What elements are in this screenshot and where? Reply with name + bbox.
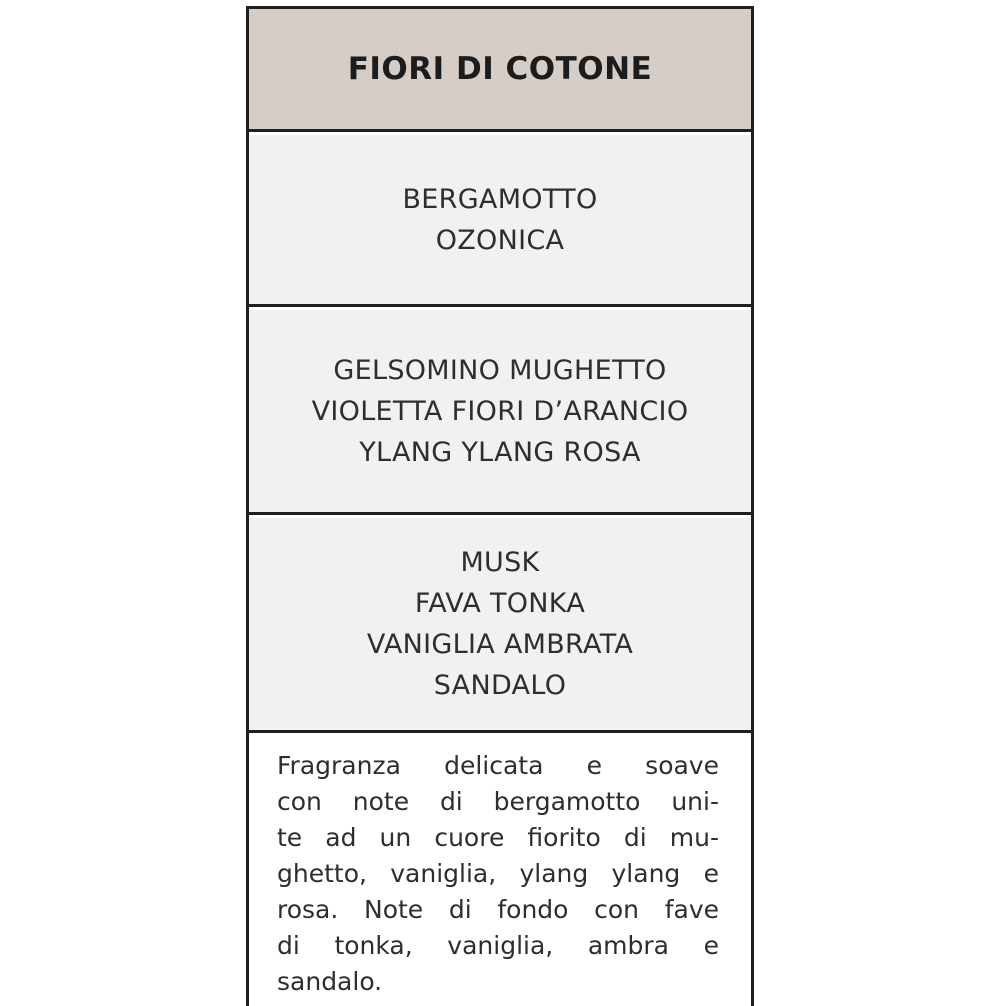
heart-note: YLANG YLANG ROSA (359, 436, 641, 468)
description-line (277, 892, 719, 928)
description-word: note (352, 787, 410, 816)
heart-note: VIOLETTA FIORI D’ARANCIO (311, 395, 689, 427)
description-line (277, 820, 719, 856)
description-word: e (703, 859, 719, 888)
title-section (249, 9, 751, 132)
description-word: delicata (444, 751, 544, 780)
description-line (277, 856, 719, 892)
description-word: ylang (611, 859, 681, 888)
description-word: di (448, 895, 472, 924)
top-note: BERGAMOTTO (402, 183, 598, 215)
description-word: Fragranza (277, 751, 401, 780)
description-line (277, 748, 719, 784)
base-note: MUSK (460, 547, 540, 578)
description-line (277, 964, 719, 1000)
description-word: Note (364, 895, 424, 924)
description-word: fiorito (527, 823, 601, 852)
heart-notes-section (249, 310, 751, 515)
description-line (277, 928, 719, 964)
description-word: di (439, 787, 463, 816)
description-word: con (594, 895, 640, 924)
description-word: vaniglia, (390, 859, 497, 888)
top-notes-section (249, 135, 751, 307)
description-word: ylang (519, 859, 589, 888)
description-word: un (379, 823, 412, 852)
description-word: vaniglia, (447, 931, 554, 960)
heart-note: GELSOMINO MUGHETTO (333, 354, 667, 386)
description-word: cuore (434, 823, 505, 852)
description-word: soave (645, 751, 719, 780)
top-note: OZONICA (435, 224, 565, 256)
description-word: rosa. (277, 895, 339, 924)
description-line (277, 784, 719, 820)
fragrance-title: FIORI DI COTONE (347, 51, 653, 87)
description-word: sandalo. (277, 967, 383, 996)
description-word: ghetto, (277, 859, 367, 888)
description-word: e (703, 931, 719, 960)
base-notes-section (249, 518, 751, 733)
description-word: di (277, 931, 300, 960)
description-word: bergamotto (493, 787, 641, 816)
base-note: VANIGLIA AMBRATA (366, 629, 634, 660)
description-word: te (277, 823, 303, 852)
description-word: con (277, 787, 322, 816)
description-word: ad (325, 823, 357, 852)
description-word: tonka, (334, 931, 413, 960)
base-note: SANDALO (433, 670, 567, 701)
description-word: fondo (497, 895, 569, 924)
description-word: mu- (669, 823, 719, 852)
description-word: fave (664, 895, 719, 924)
description-word: di (623, 823, 647, 852)
description-word: uni- (671, 787, 719, 816)
description-word: ambra (587, 931, 669, 960)
fragrance-card (246, 6, 754, 1006)
description-section (249, 736, 751, 1006)
description-word: e (586, 751, 602, 780)
base-note: FAVA TONKA (414, 588, 586, 619)
